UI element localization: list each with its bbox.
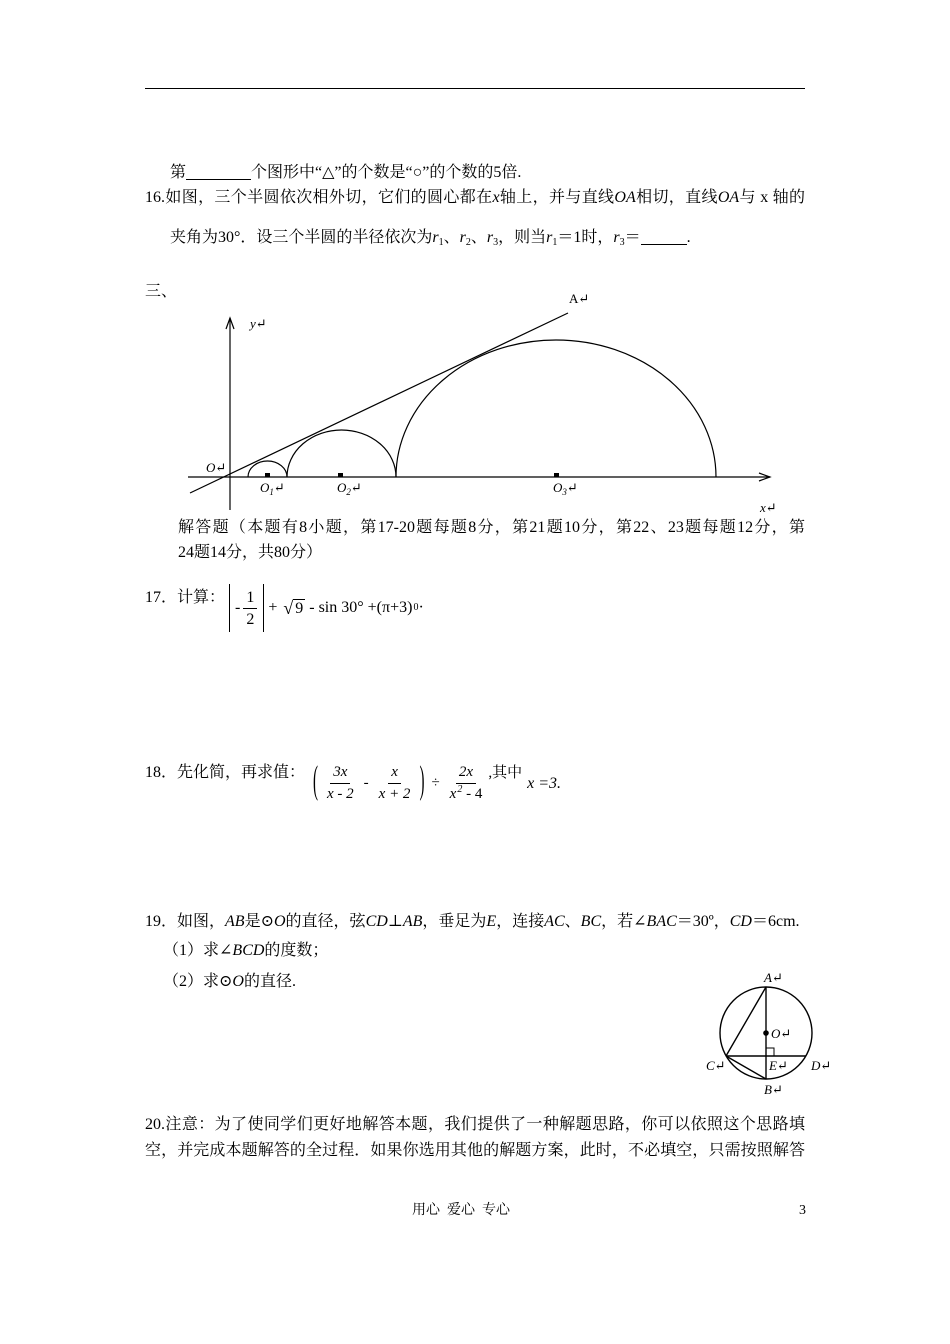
- segment-BC: [726, 1056, 766, 1079]
- q19-part2: [163, 972, 296, 992]
- q19-var: O: [273, 913, 286, 930]
- q19-text: ，若∠: [601, 913, 647, 930]
- q16-text: 16.如图，三个半圆依次相外切，它们的圆心都在: [145, 189, 493, 206]
- q15-answer-blank: [186, 164, 251, 180]
- q18-fraction-2: [376, 762, 414, 805]
- q18-fraction-3-den: [447, 784, 486, 805]
- q15-prefix: 第: [170, 164, 187, 181]
- q16-text: 、: [443, 229, 460, 246]
- instructions-line2: 24题14分，共80分）: [178, 544, 323, 561]
- q19-var: AB: [225, 913, 245, 930]
- q18-condition: x =3.: [527, 775, 562, 792]
- q19-text: 、: [564, 913, 581, 930]
- q19-var: AB: [402, 913, 423, 930]
- q16-line1: [145, 188, 805, 208]
- label-O: O↵: [206, 460, 227, 475]
- q16-text: 轴上，并与直线: [499, 189, 615, 206]
- q20-line1: 20.注意：为了使同学们更好地解答本题，我们提供了一种解题思路，你可以依照这个思路填: [145, 1116, 805, 1133]
- q16-text: 、: [470, 229, 487, 246]
- header-rule: [145, 88, 805, 89]
- q17-radicand: 9: [295, 600, 304, 617]
- label-A: A↵: [569, 291, 590, 306]
- q19-var: BC: [580, 913, 602, 930]
- label-O3-mark: ↵: [566, 480, 578, 495]
- q16-text: ＝: [624, 229, 641, 246]
- q19-var: AC: [544, 913, 565, 930]
- label-O3-sub: 3: [562, 487, 567, 497]
- q15-suffix: 个图形中“△”的个数是“○”的个数的5倍.: [251, 164, 522, 181]
- footer-motto: 用心 爱心 专心: [412, 1203, 510, 1218]
- q19-var: BAC: [646, 913, 677, 930]
- q18-fraction-2-den: x + 2: [378, 785, 411, 802]
- page-number: 3: [799, 1203, 806, 1218]
- q16-var: OA: [614, 189, 636, 206]
- q18-fraction-1: [324, 762, 357, 805]
- q17-fraction: [243, 587, 257, 630]
- q19-text: 的度数；: [264, 942, 329, 959]
- q19-text: ，连接: [496, 913, 545, 930]
- section-heading: 三、: [145, 283, 178, 300]
- q19-line: [145, 912, 800, 932]
- q18-minus: -: [363, 774, 369, 791]
- label-B: B↵: [764, 1082, 783, 1097]
- q19-text: （1）求∠: [163, 942, 233, 959]
- q16-text: 与 x 轴的: [739, 189, 805, 206]
- q19-text: 的直径，弦: [285, 913, 366, 930]
- q18-fraction-3-num: 2x: [456, 762, 476, 784]
- label-O1: [260, 480, 285, 497]
- label-O2-sub: 2: [346, 487, 351, 497]
- q15-line: [170, 163, 521, 183]
- q18-fraction-1-den: x - 2: [327, 785, 354, 802]
- q16-subscript: 1: [438, 237, 444, 248]
- semicircle-2: [287, 430, 396, 477]
- line-OA: [190, 313, 568, 493]
- q16-var: r: [486, 229, 494, 246]
- q16-answer-blank: [641, 229, 687, 245]
- q18-fraction-1-num: 3x: [330, 762, 350, 784]
- q17-plus: +: [268, 599, 278, 616]
- q18-fraction-3: [447, 762, 486, 805]
- q19-var: CD: [365, 913, 388, 930]
- q19-text: ＝30º，: [676, 913, 730, 930]
- label-O1-base: O: [260, 480, 270, 495]
- q17-negative-sign: -: [235, 599, 241, 616]
- q16-subscript: 3: [493, 237, 499, 248]
- q16-subscript: 3: [619, 237, 625, 248]
- label-D: D↵: [811, 1058, 832, 1073]
- label-O3-base: O: [553, 480, 563, 495]
- q16-line2: [170, 228, 691, 248]
- label-O: O↵: [771, 1026, 792, 1041]
- q18-formula: [310, 757, 561, 809]
- q16-var: r: [546, 229, 553, 246]
- label-O1-mark: ↵: [273, 480, 285, 495]
- q16-text: 夹角为30°．设三个半圆的半径依次为: [170, 229, 433, 246]
- q16-var: OA: [717, 189, 740, 206]
- figure-semicircles: [180, 290, 790, 520]
- label-x: x↵: [760, 500, 777, 515]
- q17-denominator: 2: [246, 610, 255, 628]
- q18-den-exponent: 2: [457, 783, 463, 795]
- q18-den-rest: - 4: [462, 785, 483, 802]
- q18-where: ,其中: [488, 764, 523, 781]
- q19-part1: [163, 941, 328, 961]
- label-O2: [337, 480, 362, 497]
- center-dot: [763, 1030, 769, 1036]
- q16-var: r: [459, 229, 466, 246]
- q16-subscript: 2: [465, 237, 471, 248]
- q19-var: O: [232, 973, 244, 990]
- q19-text: 19．如图，: [145, 913, 226, 930]
- q18-left-paren: (: [313, 760, 318, 803]
- q16-text: ，则当: [498, 229, 547, 246]
- q18-den-base: x: [449, 785, 457, 802]
- label-O3: [553, 480, 578, 497]
- right-angle-mark: [766, 1048, 774, 1056]
- label-O2-base: O: [337, 480, 347, 495]
- q17-end-dot: ·: [418, 599, 424, 616]
- q17-radical-sign: √: [283, 597, 294, 618]
- center-mark-O1: [265, 473, 270, 477]
- segment-AC: [726, 987, 766, 1056]
- q16-subscript: 1: [552, 237, 558, 248]
- label-C: C↵: [706, 1058, 726, 1073]
- q19-text: ，垂足为: [422, 913, 487, 930]
- q19-text: 是⊙: [244, 913, 274, 930]
- q19-text: （2）求⊙: [163, 973, 233, 990]
- label-y: y↵: [250, 316, 267, 331]
- figure-circle: [700, 965, 830, 1100]
- q18-right-paren: ): [419, 760, 425, 803]
- q19-text: ＝6cm.: [751, 913, 800, 930]
- q16-var: x: [492, 189, 500, 206]
- label-E: E↵: [769, 1058, 788, 1073]
- q18-label: 18．先化简，再求值：: [145, 764, 306, 781]
- center-mark-O2: [338, 473, 343, 477]
- q20-line2: 空，并完成本题解答的全过程．如果你选用其他的解题方案，此时，不必填空，只需按照解答: [145, 1142, 805, 1159]
- label-O2-mark: ↵: [350, 480, 362, 495]
- label-A: A↵: [764, 970, 783, 985]
- q19-var: CD: [729, 913, 752, 930]
- semicircle-3: [396, 340, 716, 477]
- center-mark-O3: [554, 473, 559, 477]
- q17-paren-term: (π+3): [376, 599, 413, 616]
- q19-text: 的直径.: [243, 973, 296, 990]
- q16-text: 相切，直线: [635, 189, 718, 206]
- q16-text: .: [686, 229, 691, 246]
- label-O1-sub: 1: [269, 487, 274, 497]
- q18-fraction-2-num: x: [388, 762, 401, 784]
- q17-numerator: 1: [243, 587, 257, 609]
- q19-var: E: [486, 913, 497, 930]
- q17-label: 17．计算：: [145, 589, 226, 606]
- q16-text: ＝1时，: [557, 229, 614, 246]
- q17-sin-term: - sin 30° +: [309, 599, 377, 616]
- q19-text: ⊥: [387, 913, 403, 930]
- q16-var: r: [613, 229, 620, 246]
- instructions-line1: 解答题（本题有8小题，第17-20题每题8分，第21题10分，第22、23题每题12分，第: [178, 519, 805, 536]
- q18-divide: ÷: [431, 774, 440, 791]
- q16-var: r: [432, 229, 439, 246]
- q17-absolute-value: [229, 584, 264, 632]
- q17-formula: - $\frac{1}{2}$ + √ 9 - sin 30° + (π+3) 0 ·: [229, 583, 424, 633]
- q19-var: BCD: [232, 942, 265, 959]
